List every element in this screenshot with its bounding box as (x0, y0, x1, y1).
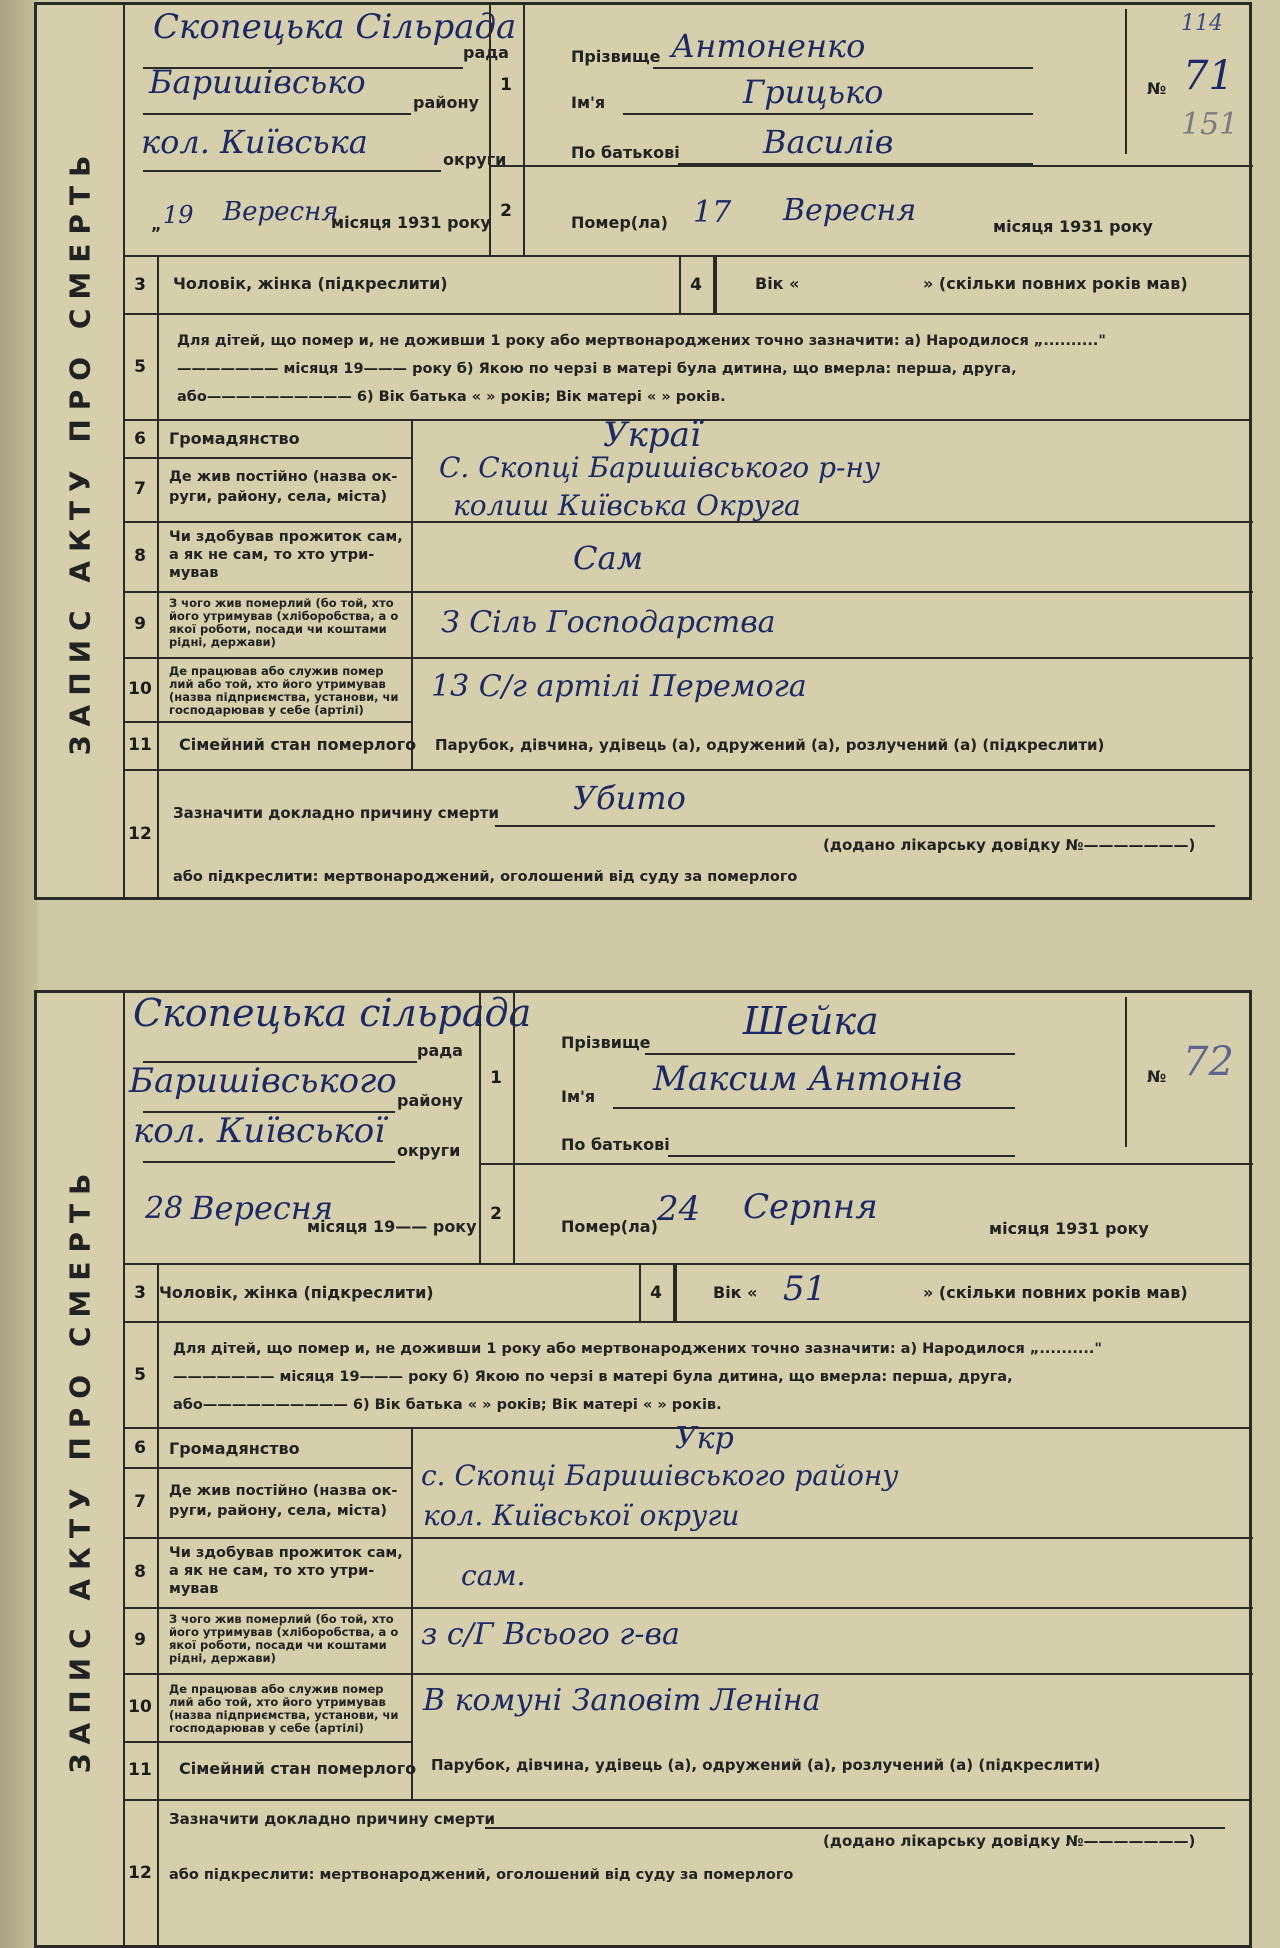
rows-6-10: 6 Громадянство Украї 7 Де жив постійно (назва ок- руги, району, села, міста) С. Скопці Баришівського р-ну колиш Київська Округа 8 Чи здобував прожиток сам, а як не сам, то хто утри- мував Сам 9 З чого жив померлий (бо той, хто його утримував (хліборобства, а о якої роботи, посади чи коштами рідні, держави) З Сіль Господарства 10 Де працював або служив помер лий або той, хто його утримував (назва підприємства, установи, чи господарював у себе (артілі) 13 С/г артілі Перемога 11 Сімейний стан померлого Парубок, дівчина, удівець (а), одружений (а), розлучений (а) (підкреслити) (123, 421, 1249, 771)
age-hint: » (скільки повних років мав) (923, 274, 1188, 293)
cause-value: Убито (573, 779, 686, 817)
surname-value-2: Шейка (743, 999, 879, 1043)
district-value: Баришівсько (149, 63, 366, 101)
reg-date-label-2: місяця 19—— року (307, 1217, 477, 1236)
marital-label: Сімейний стан померлого (179, 735, 417, 754)
death-day-value: 17 (693, 195, 732, 230)
num-1: 1 (489, 5, 525, 165)
citizenship-value-2: Укр (675, 1421, 734, 1456)
surname-value: Антоненко (671, 27, 866, 65)
sex-label: Чоловік, жінка (підкреслити) (173, 274, 448, 293)
death-day-value-2: 24 (657, 1189, 701, 1229)
citizenship-label: Громадянство (169, 429, 300, 448)
residence-value-1-2: с. Скопці Баришівського району (421, 1459, 899, 1492)
reg-day-value: 19 (163, 201, 194, 229)
district-value-2: Баришівського (129, 1061, 397, 1101)
row-cause: 12 Зазначити докладно причину смерти Убито (додано лікарську довідку №———————) або підкреслити: мертвонароджений, оголошений від суду за померлого (123, 771, 1249, 897)
death-date-label: місяця 1931 року (993, 217, 1153, 236)
record-number-2: 72 (1183, 1039, 1234, 1085)
patronymic-label: По батькові (571, 143, 680, 162)
reg-day-value-2: 28 (145, 1191, 184, 1226)
row-sex-age-2: 3 Чоловік, жінка (підкреслити) 4 Вік « 51 » (скільки повних років мав) (123, 1265, 1249, 1323)
income-value-2: з с/Г Всього г-ва (421, 1617, 680, 1652)
residence-value-2: колиш Київська Округа (453, 489, 801, 522)
row-cause-2: 12 Зазначити докладно причину смерти (додано лікарську довідку №———————) або підкреслити: мертвонароджений, оголошений від суду за померлого (123, 1801, 1249, 1945)
died-label: Помер(ла) (571, 213, 668, 232)
cause-label: Зазначити докладно причину смерти (173, 804, 499, 822)
num-2: 2 (489, 165, 525, 257)
marital-options: Парубок, дівчина, удівець (а), одружений (а), розлучений (а) (підкреслити) (435, 736, 1105, 754)
age-value-2: 51 (783, 1269, 827, 1309)
council-value-2: Скопецька сільрада (133, 991, 532, 1035)
support-value-2: сам. (461, 1559, 526, 1592)
support-value: Сам (573, 539, 644, 577)
reg-month-value-2: Вересня (191, 1189, 334, 1227)
district-label: району (413, 93, 479, 112)
name-label: Ім'я (571, 93, 606, 112)
page-binding-edge (0, 0, 38, 1948)
header-block-2: Скопецька сільрада рада Баришівського району кол. Київської округи 28 Вересня місяця 19—— року 1 2 Прізвище Шейка Ім'я Максим Антонів По батькові Помер(ла) 24 Серпня місяця 1931 року № 72 (123, 993, 1249, 1265)
death-month-value: Вересня (783, 193, 917, 228)
stillborn-note: або підкреслити: мертвонароджений, оголошений від суду за померлого (173, 869, 798, 885)
vertical-title: ЗАПИС АКТУ ПРО СМЕРТЬ (37, 5, 125, 897)
pencil-number-note: 151 (1181, 107, 1239, 142)
doctor-note: (додано лікарську довідку №———————) (823, 836, 1196, 854)
name-value: Грицько (743, 73, 884, 111)
death-month-value-2: Серпня (743, 1187, 878, 1227)
income-value: З Сіль Господарства (441, 605, 776, 640)
residence-value-2-2: кол. Київської округи (423, 1499, 740, 1532)
row-child-info-2: 5 Для дітей, що помер и, не доживши 1 року або мертвонароджених точно зазначити: а) Народилося „.........." ——————— місяця 19——— року б) Якою по черзі в матері була дитина, що вмерла: перша, друга, або—————————— 6) Вік батька « » років; Вік матері « » років. (123, 1323, 1249, 1429)
surname-label: Прізвище (571, 47, 661, 66)
reg-date-label: місяця 1931 року (331, 213, 491, 232)
row-child-info: 5 Для дітей, що помер и, не доживши 1 року або мертвонароджених точно зазначити: а) Народилося „.........." ——————— місяця 19——— року б) Якою по черзі в матері була дитина, що вмерла: перша, друга, або—————————— 6) Вік батька « » років; Вік матері « » років. (123, 315, 1249, 421)
header-block (123, 5, 1249, 257)
age-label: Вік « (755, 274, 800, 293)
date-quote-left: „ (151, 215, 162, 234)
okruha-value: кол. Київська (141, 123, 368, 161)
record-number: 71 (1183, 53, 1234, 99)
council-value: Скопецька Сільрада (153, 7, 517, 47)
reg-month-value: Вересня (223, 197, 339, 227)
vertical-title-2: ЗАПИС АКТУ ПРО СМЕРТЬ (37, 993, 125, 1945)
okruha-label: округи (443, 150, 507, 169)
citizenship-value: Украї (603, 415, 701, 455)
work-value: 13 С/г артілі Перемога (431, 669, 807, 704)
rada-label: рада (463, 43, 509, 62)
work-value-2: В комуні Заповіт Леніна (423, 1683, 821, 1718)
patronymic-value: Василів (763, 123, 894, 161)
row-sex-age: 3 Чоловік, жінка (підкреслити) 4 Вік « » (скільки повних років мав) (123, 257, 1249, 315)
death-record-form-2 (34, 990, 1252, 1948)
okruha-value-2: кол. Київської (133, 1111, 386, 1151)
name-value-2: Максим Антонів (653, 1059, 963, 1099)
residence-value-1: С. Скопці Баришівського р-ну (439, 451, 881, 484)
rows-6-10-2: 6 Громадянство Укр 7 Де жив постійно (назва ок- руги, району, села, міста) с. Скопці Баришівського району кол. Київської округи 8 Чи здобував прожиток сам, а як не сам, то хто утри- мував сам. 9 З чого жив померлий (бо той, хто його утримував (хліборобства, а о якої роботи, посади чи коштами рідні, держави) з с/Г Всього г-ва 10 Де працював або служив помер лий або той, хто його утримував (назва підприємства, установи, чи господарював у себе (артілі) В комуні Заповіт Леніна 11 Сімейний стан померлого Парубок, дівчина, удівець (а), одружений (а), розлучений (а) (підкреслити) (123, 1429, 1249, 1801)
record-number-box: № 71 114 151 (1125, 9, 1245, 154)
death-record-form-1 (34, 2, 1252, 900)
page-number-note: 114 (1181, 11, 1223, 36)
record-number-box-2: № 72 (1125, 997, 1245, 1147)
